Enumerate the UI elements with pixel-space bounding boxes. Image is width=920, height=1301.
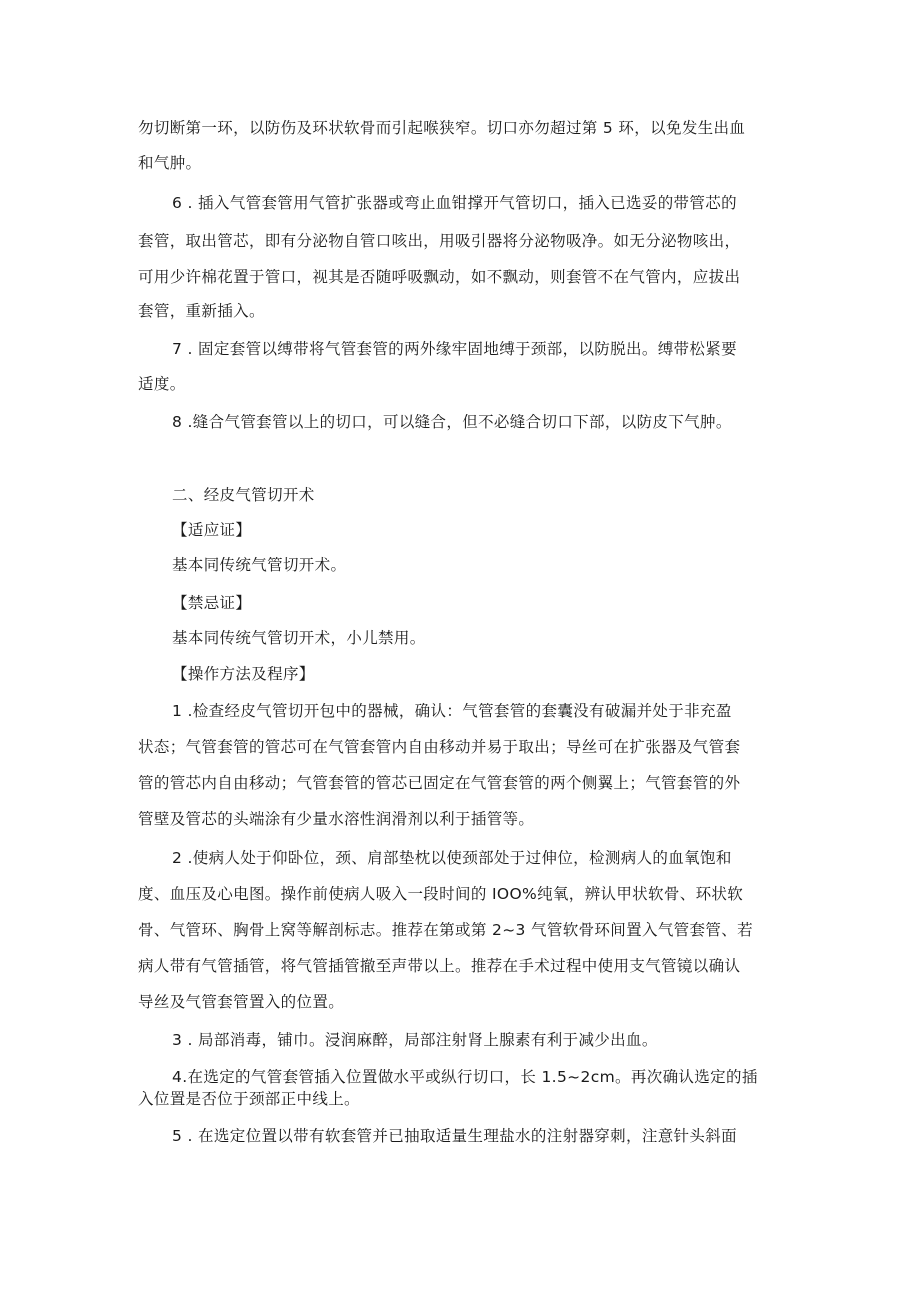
step-5-line: 5 . 在选定位置以带有软套管并已抽取适量生理盐水的注射器穿刺，注意针头斜面 xyxy=(172,1127,737,1145)
text-line: 和气肿。 xyxy=(138,154,202,172)
procedure-heading: 【操作方法及程序】 xyxy=(172,665,315,683)
text-line: 可用少许棉花置于管口，视其是否随呼吸飘动，如不飘动，则套管不在气管内，应拔出 xyxy=(138,268,741,286)
step-4-line: 4.在选定的气管套管插入位置做水平或纵行切口，长 1.5~2cm。再次确认选定的插 xyxy=(172,1068,758,1086)
text-line: 病人带有气管插管，将气管插管撤至声带以上。推荐在手术过程中使用支气管镜以确认 xyxy=(138,957,741,975)
text-line: 管的管芯内自由移动；气管套管的管芯已固定在气管套管的两个侧翼上；气管套管的外 xyxy=(138,774,741,792)
step-8-line: 8 .缝合气管套管以上的切口，可以缝合，但不必缝合切口下部，以防皮下气肿。 xyxy=(172,413,732,431)
text-line: 套管，重新插入。 xyxy=(138,302,265,320)
step-7-line: 7 . 固定套管以缚带将气管套管的两外缘牢固地缚于颈部，以防脱出。缚带松紧要 xyxy=(172,340,737,358)
step-2-line: 2 .使病人处于仰卧位，颈、肩部垫枕以使颈部处于过伸位，检测病人的血氧饱和 xyxy=(172,849,732,867)
text-line: 套管，取出管芯，即有分泌物自管口咳出，用吸引器将分泌物吸净。如无分泌物咳出， xyxy=(138,232,741,250)
section-heading: 二、经皮气管切开术 xyxy=(172,486,315,504)
text-line: 度、血压及心电图。操作前使病人吸入一段时间的 IOO%纯氧，辨认甲状软骨、环状软 xyxy=(138,885,744,903)
contraindications-heading: 【禁忌证】 xyxy=(172,594,252,612)
indications-heading: 【适应证】 xyxy=(172,521,252,539)
text-line: 勿切断第一环，以防伤及环状软骨而引起喉狭窄。切口亦勿超过第 5 环，以免发生出血 xyxy=(138,119,746,137)
text-line: 导丝及气管套管置入的位置。 xyxy=(138,993,345,1011)
text-line: 管壁及管芯的头端涂有少量水溶性润滑剂以利于插管等。 xyxy=(138,810,535,828)
step-1-line: 1 .检查经皮气管切开包中的器械，确认：气管套管的套囊没有破漏并处于非充盈 xyxy=(172,702,732,720)
text-line: 骨、气管环、胸骨上窝等解剖标志。推荐在第或第 2~3 气管软骨环间置入气管套管、若 xyxy=(138,921,753,939)
text-line: 入位置是否位于颈部正中线上。 xyxy=(138,1090,360,1108)
text-line: 适度。 xyxy=(138,375,186,393)
step-6-line: 6 . 插入气管套管用气管扩张器或弯止血钳撑开气管切口，插入已选妥的带管芯的 xyxy=(172,194,737,212)
text-line: 状态；气管套管的管芯可在气管套管内自由移动并易于取出；导丝可在扩张器及气管套 xyxy=(138,738,741,756)
text-line: 基本同传统气管切开术，小儿禁用。 xyxy=(172,629,426,647)
step-3-line: 3 . 局部消毒，铺巾。浸润麻醉，局部注射肾上腺素有利于减少出血。 xyxy=(172,1031,658,1049)
text-line: 基本同传统气管切开术。 xyxy=(172,556,347,574)
